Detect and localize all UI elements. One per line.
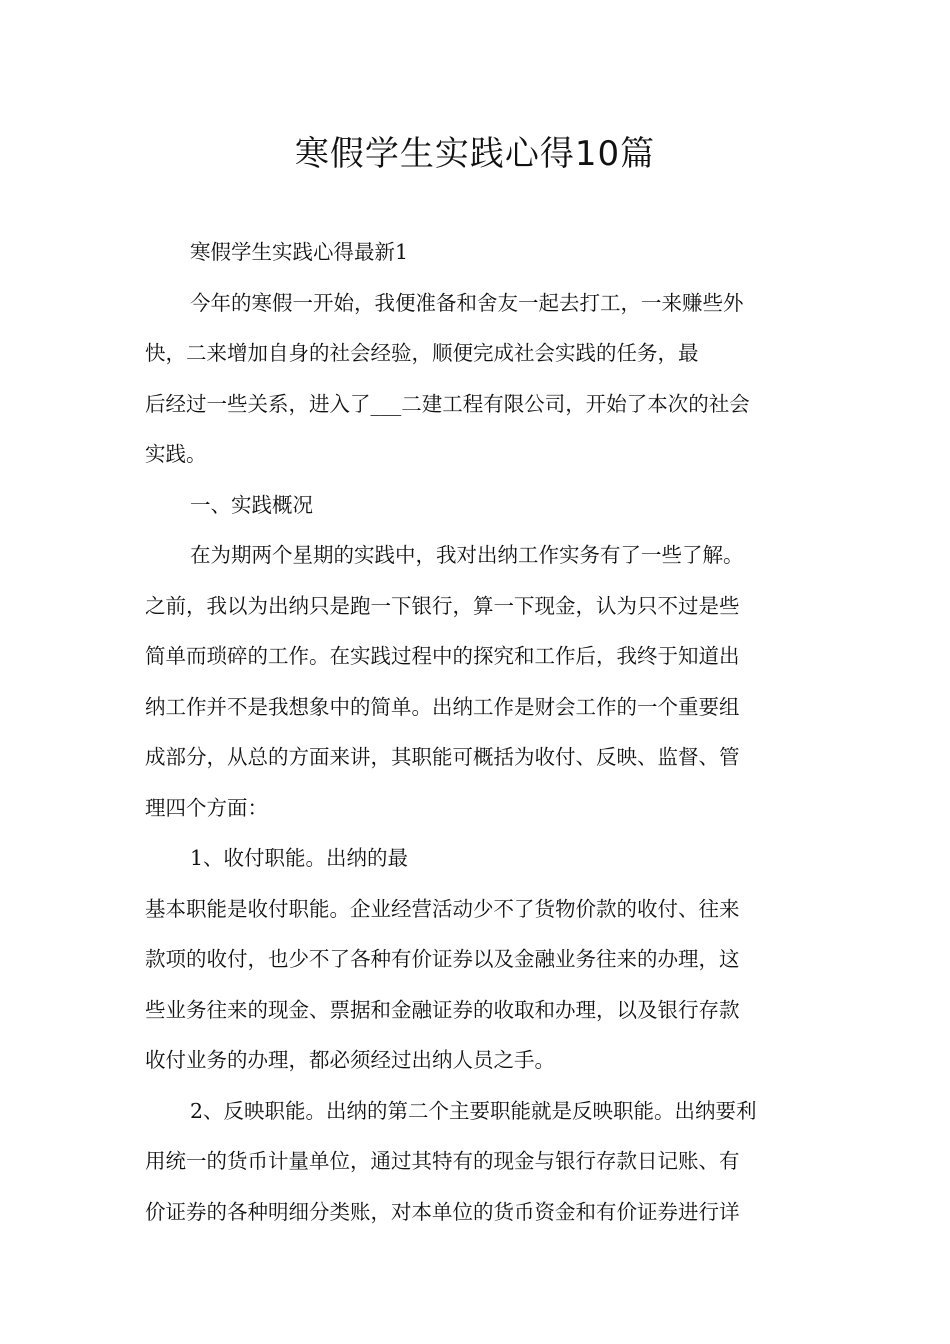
section-heading-overview: 一、实践概况 xyxy=(190,492,313,517)
paragraph-line: 成部分，从总的方面来讲，其职能可概括为收付、反映、监督、管 xyxy=(145,745,740,769)
paragraph-line: 2、反映职能。出纳的第二个主要职能就是反映职能。出纳要利 xyxy=(190,1098,757,1123)
paragraph-line: 后经过一些关系，进入了___二建工程有限公司，开始了本次的社会 xyxy=(145,391,750,416)
paragraph-line: 今年的寒假一开始，我便准备和舍友一起去打工，一来赚些外 xyxy=(190,290,744,315)
paragraph-line: 简单而琐碎的工作。在实践过程中的探究和工作后，我终于知道出 xyxy=(145,644,740,668)
paragraph-line: 价证券的各种明细分类账，对本单位的货币资金和有价证券进行详 xyxy=(145,1199,740,1224)
paragraph-line: 用统一的货币计量单位，通过其特有的现金与银行存款日记账、有 xyxy=(145,1149,740,1173)
paragraph-line: 实践。 xyxy=(145,442,207,466)
document-body xyxy=(145,227,810,1237)
paragraph-line: 基本职能是收付职能。企业经营活动少不了货物价款的收付、往来 xyxy=(145,896,740,921)
paragraph-line: 款项的收付，也少不了各种有价证券以及金融业务往来的办理，这 xyxy=(145,947,740,971)
section-heading-1: 寒假学生实践心得最新1 xyxy=(190,240,409,264)
paragraph-line: 收付业务的办理，都必须经过出纳人员之手。 xyxy=(145,1048,555,1072)
paragraph-line: 之前，我以为出纳只是跑一下银行，算一下现金，认为只不过是些 xyxy=(145,593,740,618)
paragraph-line: 快，二来增加自身的社会经验，顺便完成社会实践的任务，最 xyxy=(145,341,699,365)
paragraph-line: 纳工作并不是我想象中的简单。出纳工作是财会工作的一个重要组 xyxy=(145,694,740,719)
paragraph-line: 些业务往来的现金、票据和金融证券的收取和办理，以及银行存款 xyxy=(145,997,740,1022)
paragraph-line: 1、收付职能。出纳的最 xyxy=(190,846,409,870)
paragraph-line: 在为期两个星期的实践中，我对出纳工作实务有了一些了解。 xyxy=(190,543,744,567)
document-title: 寒假学生实践心得10篇 xyxy=(294,134,656,174)
paragraph-line: 理四个方面： xyxy=(145,795,268,820)
